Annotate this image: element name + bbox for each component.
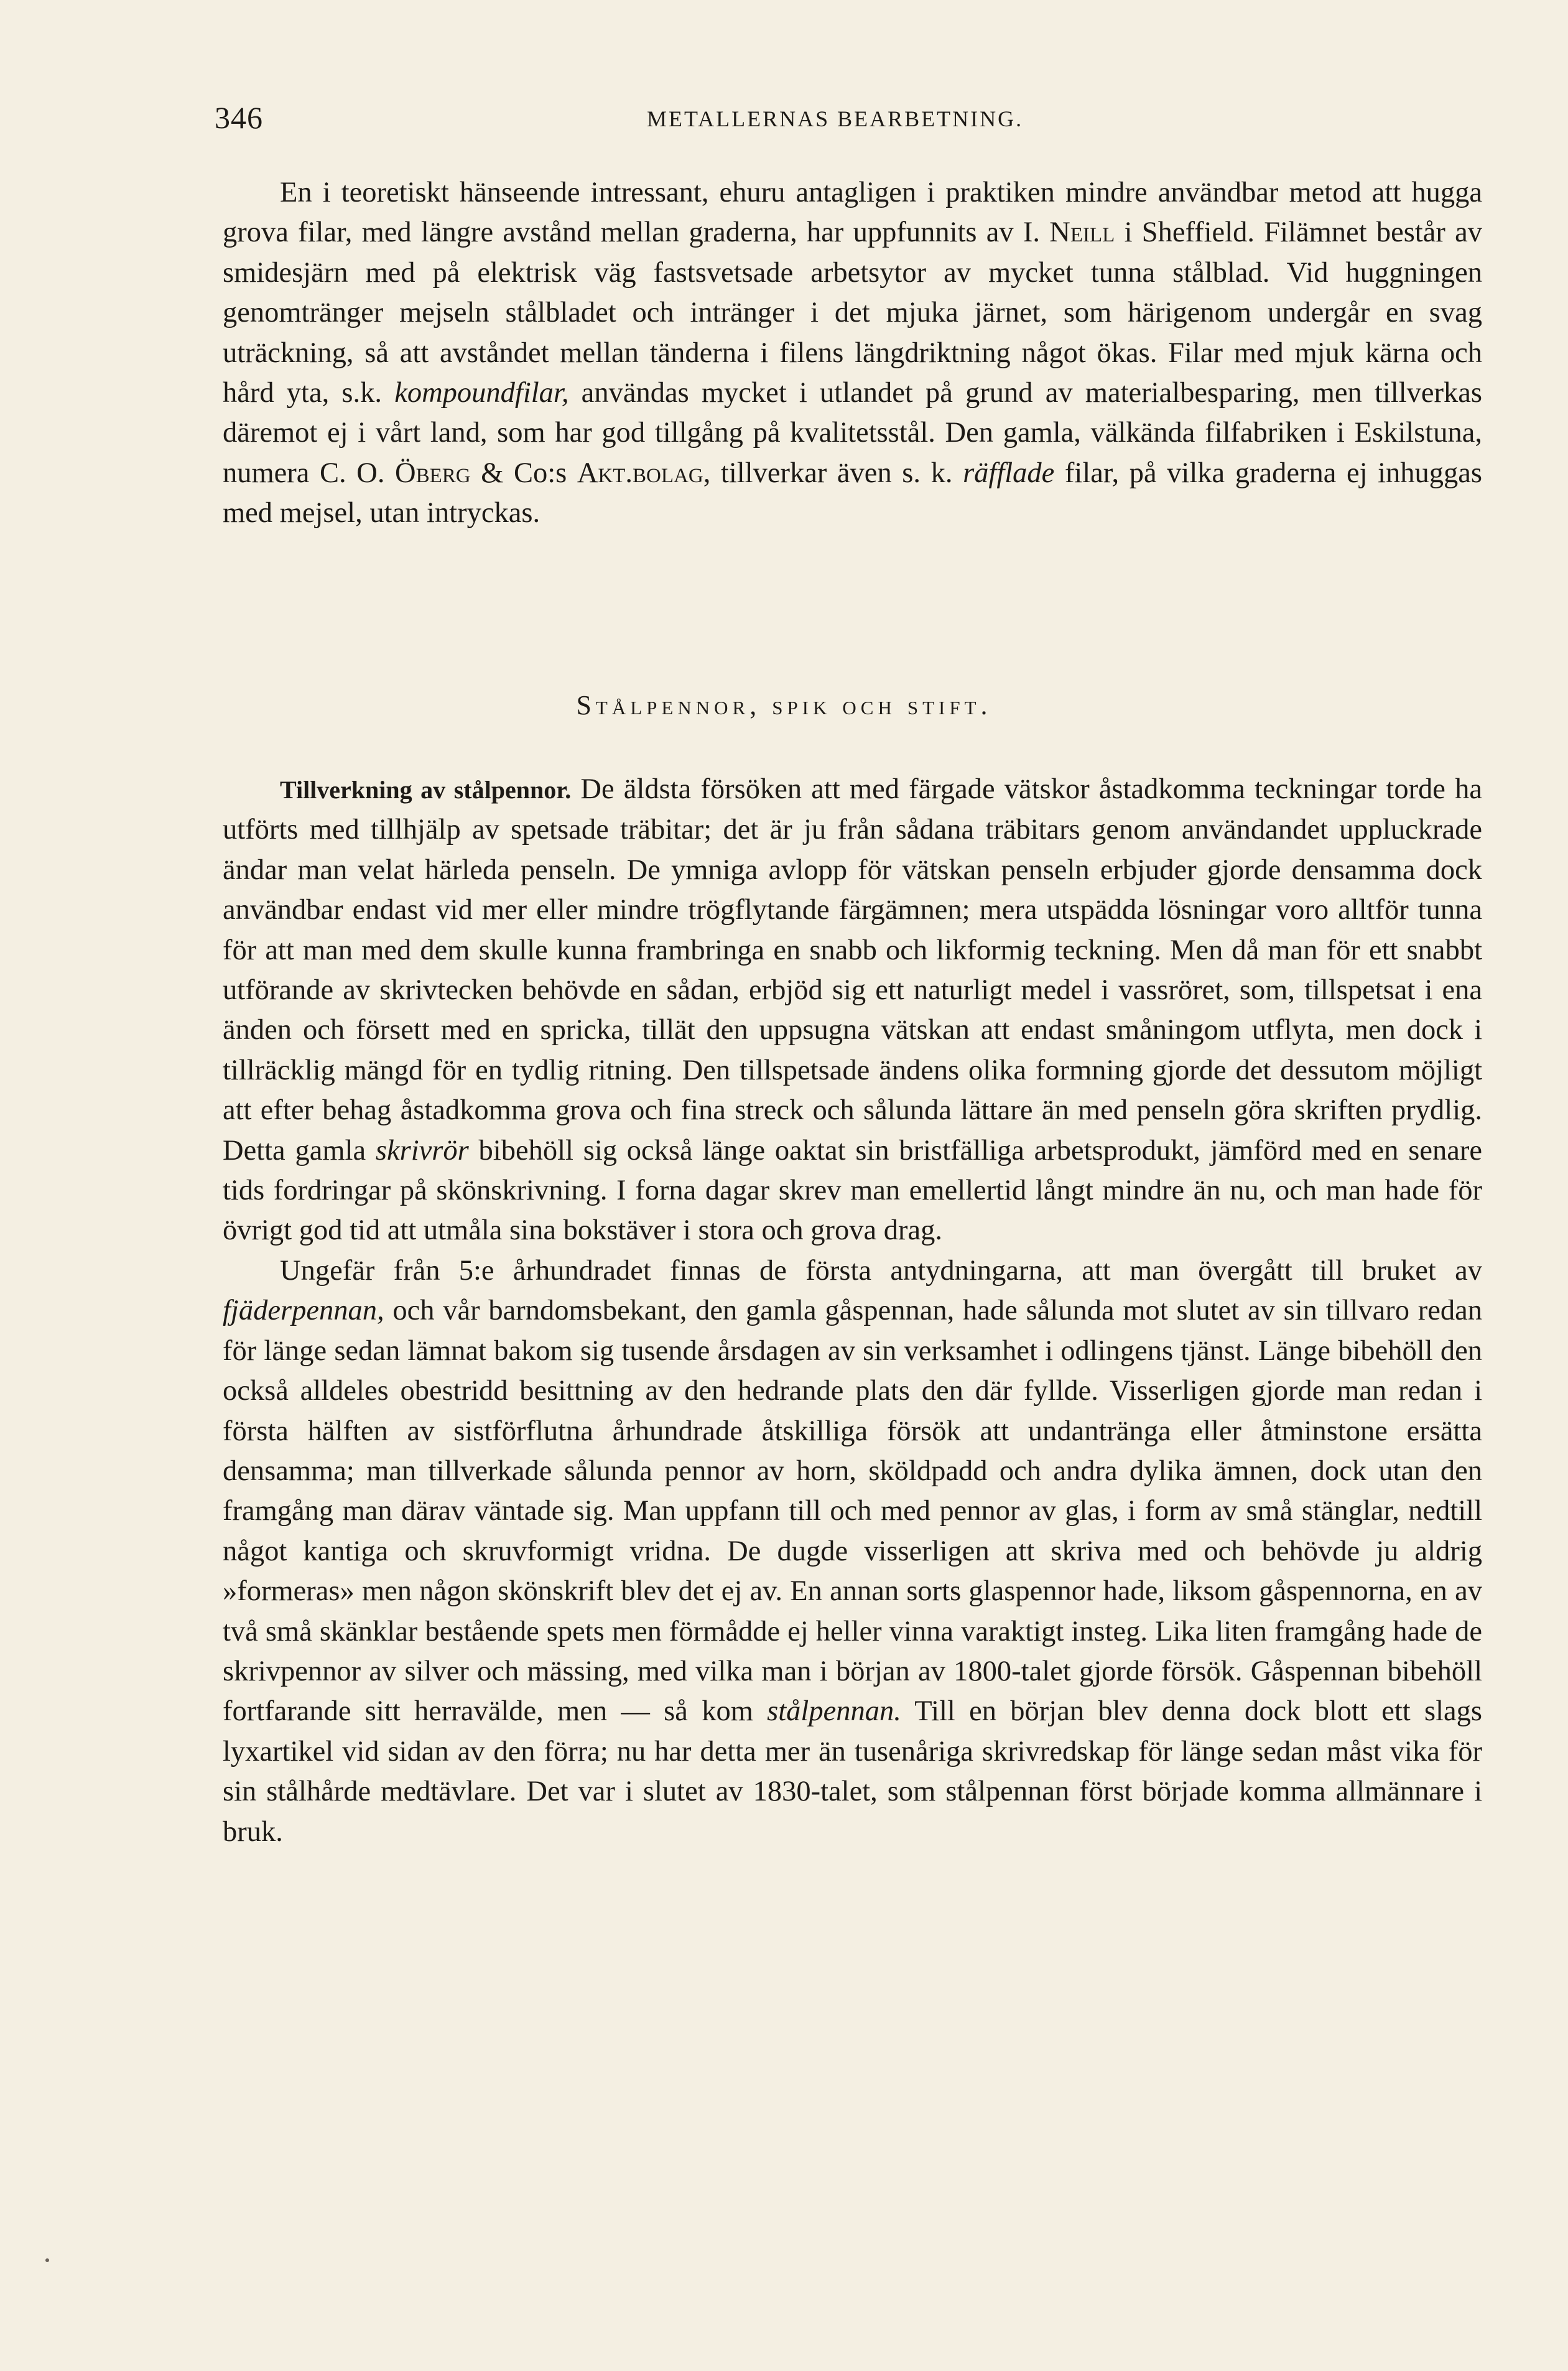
text-run: och vår barndomsbekant, den gamla gåspennan, hade sålunda mot slutet av sin tillvaro redan för länge sedan lämnat bakom sig tusende årsdagen av sin verksamhet i odlingens tjänst. Länge bibehöll den också alldeles obestridd besittning av den hedrande plats den där fyllde. Visserligen gjorde man redan i första hälften av sistförflutna århundrade åtskilliga försök att undantränga eller åtminstone ersätta densamma; man tillverkade sålunda pennor av horn, sköldpadd och andra dylika ämnen, dock utan den framgång man därav väntade sig. Man uppfann till och med pennor av glas, i form av små stänglar, nedtill något kantiga och skruvformigt vridna. De dugde visserligen att skriva med och behövde ju aldrig »formeras» men någon skönskrift blev det ej av. En annan sorts glaspennor hade, liksom gåspennorna, en av två små skänklar bestående spets men förmådde ej heller vinna varaktigt insteg. Lika liten framgång hade de skrivpennor av silver och mässing, med vilka man i början av 1800-talet gjorde försök. Gåspennan bibehöll fortfarande sitt herravälde, men — så kom <box>223 1295 1482 1728</box>
text-block-stalpennor <box>223 770 1482 1852</box>
running-title: METALLERNAS BEARBETNING. <box>647 106 1024 131</box>
text-run: Till en början blev denna dock blott ett slags lyxartikel vid sidan av den förra; nu har detta mer än tusenåriga skrivredskap för länge sedan måst vika för sin stålhårde medtävlare. Det var i slutet av 1830-talet, som stålpennan först började komma allmännare i bruk. <box>223 1695 1482 1848</box>
name-oberg: Öberg <box>395 457 471 489</box>
text-run: i Sheffield. Filämnet består av smidesjärn med på elektrisk väg fastsvetsade arbetsytor av mycket tunna stålblad. Vid huggningen genomtränger mejseln stålbladet och intränger i det mjuka järnet, som härigenom undergår en svag uträckning, så att avståndet mellan tänderna i filens längdriktning något ökas. Filar med mjuk kärna och hård yta, s.k. <box>223 217 1482 409</box>
paragraph-tillverkning <box>223 770 1482 1251</box>
text-run: Ungefär från 5:e århundradet finnas de första antydningarna, att man övergått till bruket av <box>280 1254 1482 1287</box>
paragraph-filar <box>223 173 1482 534</box>
term-fjaderpennan: fjäderpennan, <box>223 1295 384 1327</box>
term-rafflade: räfflade <box>963 457 1055 489</box>
name-neill: Neill <box>1049 217 1115 249</box>
text-run: filar, på vilka graderna ej inhuggas med mejsel, utan intryckas. <box>223 457 1482 529</box>
paragraph-fjaderpennan <box>223 1251 1482 1852</box>
term-skrivror: skrivrör <box>375 1134 469 1167</box>
text-block-filar <box>223 173 1482 534</box>
text-run: användas mycket i utlandet på grund av materialbesparing, men tillverkas däremot ej i vårt land, som har god tillgång på kvalitetsstål. Den gamla, välkända filfabriken i Eskilstuna, numera C. O. <box>223 377 1482 489</box>
text-run: bibehöll sig också länge oaktat sin bristfälliga arbetsprodukt, jämförd med en senare tids fordringar på skönskrivning. I forna dagar skrev man emellertid långt mindre än nu, och man hade för övrigt god tid att utmåla sina bokstäver i stora och grova drag. <box>223 1134 1482 1247</box>
text-run: En i teoretiskt hänseende intressant, ehuru antagligen i praktiken mindre användbar metod att hugga grova filar, med längre avstånd mellan graderna, har uppfunnits av I. <box>223 177 1482 249</box>
section-heading: Stålpennor, spik och stift. <box>576 690 992 720</box>
page-number: 346 <box>215 100 263 135</box>
running-head <box>215 100 1483 149</box>
run-in-heading: Tillverkning av stålpennor. <box>280 776 572 804</box>
term-kompoundfilar: kompoundfilar, <box>394 377 569 409</box>
term-stalpennan: stålpennan. <box>767 1695 901 1728</box>
name-aktbolag: Akt.bolag <box>577 457 703 489</box>
text-run: , tillverkar även s. k. <box>703 457 963 489</box>
scan-speck <box>45 2258 49 2262</box>
text-run: & Co:s <box>470 457 577 489</box>
text-run: De äldsta försöken att med färgade vätskor åstadkomma teckningar torde ha utförts med tillhjälp av spetsade träbitar; det är ju från sådana träbitars genom användandet uppluckrade ändar man velat härleda penseln. De ymniga avlopp för vätskan penseln erbjuder gjorde densamma dock användbar endast vid mer eller mindre trögflytande färgämnen; mera utspädda lösningar voro alltför tunna för att man med dem skulle kunna frambringa en snabb och likformig teckning. Men då man för ett snabbt utförande av skrivtecken behövde en sådan, erbjöd sig ett naturligt medel i vassröret, som, tillspetsat i ena änden och försett med en spricka, tillät den uppsugna vätskan att endast småningom utflyta, men dock i tillräcklig mängd för en tydlig ritning. Den tillspetsade ändens olika formning gjorde det dessutom möjligt att efter behag åstadkomma grova och fina streck och sålunda lättare än med penseln göra skriften prydlig. Detta gamla <box>223 773 1482 1167</box>
